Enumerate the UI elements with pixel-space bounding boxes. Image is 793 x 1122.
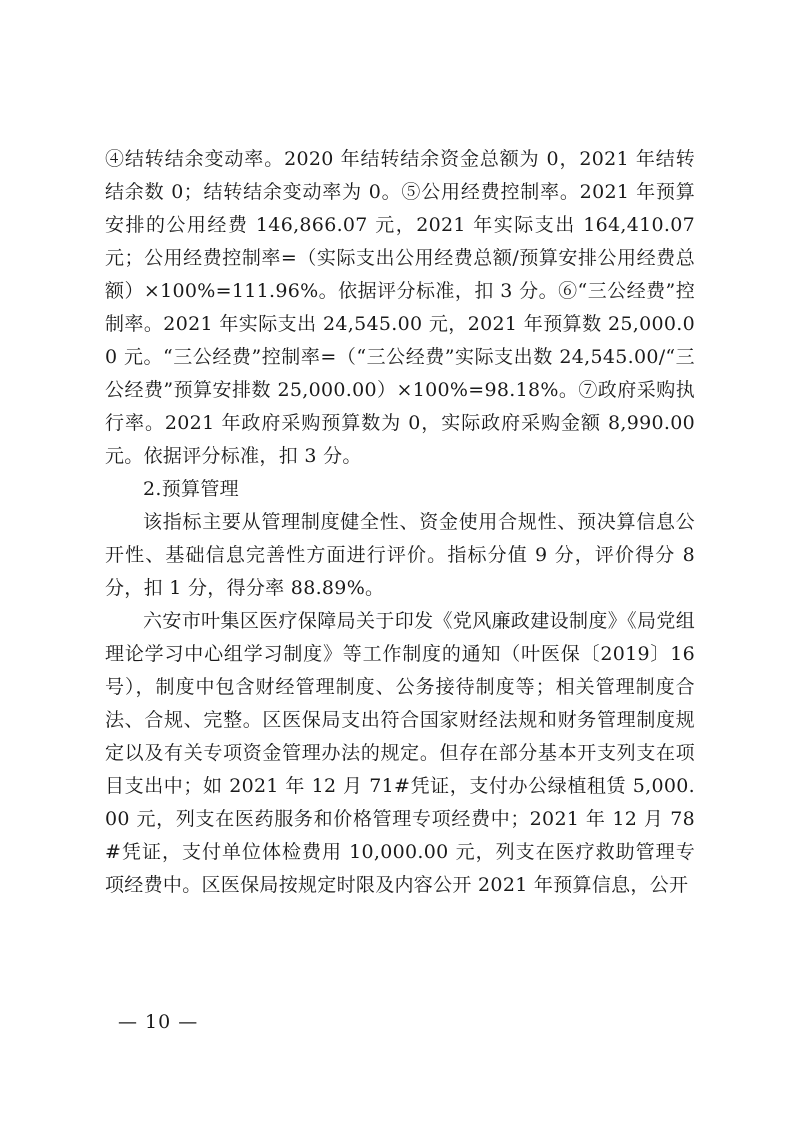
document-body — [105, 143, 695, 902]
paragraph-budget-management-summary: 该指标主要从管理制度健全性、资金使用合规性、预决算信息公开性、基础信息完善性方面进行评价。指标分值 9 分，评价得分 8 分，扣 1 分，得分率 88.89%。 — [105, 511, 695, 599]
paragraph-rate-indicators: ④结转结余变动率。2020 年结转结余资金总额为 0，2021 年结转结余数 0；结转结余变动率为 0。⑤公用经费控制率。2021 年预算安排的公用经费 146,866.07 元，2021 年实际支出 164,410.07 元；公用经费控制率=（实际支出公用经费总额/预算安排公用经费总额）×100%=111.96%。依据评分标准，扣 3 分。⑥“三公经费”控制率。2021 年实际支出 24,545.00 元，2021 年预算数 25,000.00 元。“三公经费”控制率=（“三公经费”实际支出数 24,545.00/“三公经费”预算安排数 25,000.00）×100%=98.18%。⑦政府采购执行率。2021 年政府采购预算数为 0，实际政府采购金额 8,990.00 元。依据评分标准，扣 3 分。 — [105, 148, 695, 467]
paragraph-management-system-details: 六安市叶集区医疗保障局关于印发《党风廉政建设制度》《局党组理论学习中心组学习制度》等工作制度的通知（叶医保〔2019〕16 号），制度中包含财经管理制度、公务接待制度等；相关管理制度合法、合规、完整。区医保局支出符合国家财经法规和财务管理制度规定以及有关专项资金管理办法的规定。但存在部分基本开支列支在项目支出中；如 2021 年 12 月 71#凭证，支付办公绿植租赁 5,000.00 元，列支在医药服务和价格管理专项经费中；2021 年 12 月 78#凭证，支付单位体检费用 10,000.00 元，列支在医疗救助管理专项经费中。区医保局按规定时限及内容公开 2021 年预算信息，公开 — [105, 610, 695, 896]
page-number: — 10 — — [118, 1011, 199, 1033]
section-heading-budget-management: 2.预算管理 — [143, 478, 239, 500]
